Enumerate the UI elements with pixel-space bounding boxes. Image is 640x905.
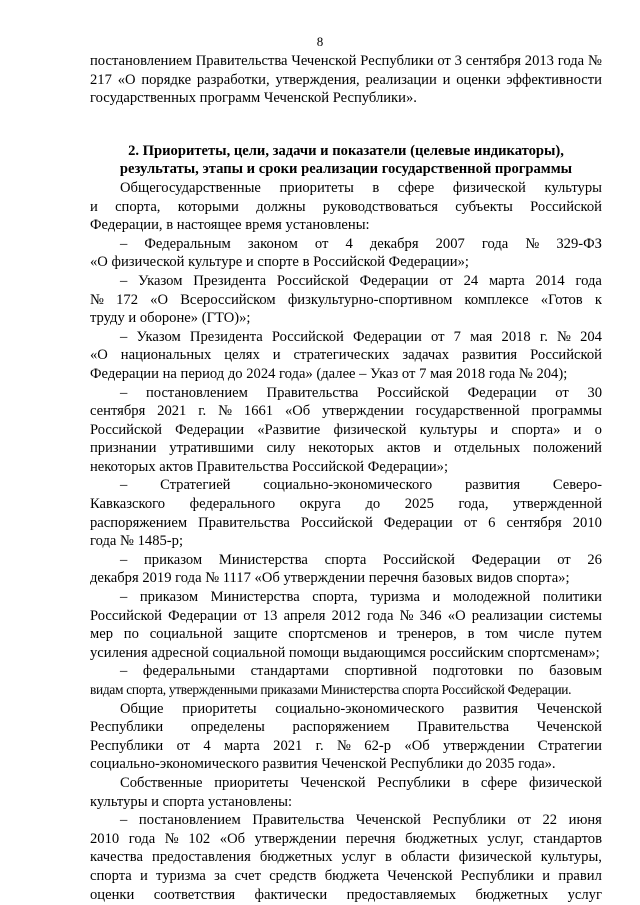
text-line: распоряжением Правительства Российской Федерации от 6 сентября 2010 <box>90 514 602 531</box>
text-line: года № 1485-р; <box>90 533 184 550</box>
text-line: мер по социальной защите спортсменов и тренеров, в том числе путем <box>90 626 602 643</box>
text-line <box>90 108 602 142</box>
text-line: Российской Федерации «Развитие физической культуры и спорта» и о <box>90 421 602 438</box>
text-line: Кавказского федерального округа до 2025 года, утвержденной <box>90 496 602 513</box>
text-line: – приказом Министерства спорта, туризма и молодежной политики <box>120 589 602 606</box>
text-line: постановлением Правительства Чеченской Республики от 3 сентября 2013 года № <box>90 53 602 69</box>
text-line: социально-экономического развития Чеченской Республики до 2035 года». <box>90 756 556 773</box>
text-line: признании утратившими силу некоторых актов и отдельных положений <box>90 440 602 457</box>
text-line: сентября 2021 г. № 1661 «Об утверждении государственной программы <box>90 403 602 420</box>
text-line: качества предоставления бюджетных услуг в области физической культуры, <box>90 849 602 866</box>
text-line: Общие приоритеты социально-экономического развития Чеченской <box>120 700 602 717</box>
section-heading-line: результаты, этапы и сроки реализации государственной программы <box>119 161 573 178</box>
text-line: – Федеральным законом от 4 декабря 2007 года № 329-ФЗ <box>120 235 602 252</box>
text-line: – приказом Министерства спорта Российской Федерации от 26 <box>120 551 602 568</box>
text-line: труду и обороне» (ГТО)»; <box>90 310 251 327</box>
text-line: государственных программ Чеченской Республики». <box>90 90 417 107</box>
text-line: Республики от 4 марта 2021 г. № 62-р «Об утверждении Стратегии <box>90 737 602 754</box>
text-line: № 172 «О Всероссийском физкультурно-спортивном комплексе «Готов к <box>90 291 602 308</box>
page-number: 8 <box>316 34 324 49</box>
text-line: оценки соответствия фактически предоставляемых бюджетных услуг <box>90 886 602 903</box>
text-line: – Указом Президента Российской Федерации от 7 мая 2018 г. № 204 <box>120 328 602 345</box>
text-line: – постановлением Правительства Российской Федерации от 30 <box>120 384 602 401</box>
text-line: декабря 2019 года № 1117 «Об утверждении перечня базовых видов спорта»; <box>90 570 570 587</box>
text-line: Республики определены распоряжением Правительства Чеченской <box>90 719 602 736</box>
text-line: Федерации, в настоящее время установлены: <box>90 217 370 234</box>
text-line: Российской Федерации от 13 апреля 2012 года № 346 «О реализации системы <box>90 607 602 624</box>
text-line: «О национальных целях и стратегических задачах развития Российской <box>90 347 602 364</box>
text-line: спорта и туризма за счет средств бюджета Чеченской Республики и правил <box>90 867 602 884</box>
text-line: и спорта, которыми должны руководствоваться субъекты Российской <box>90 198 602 215</box>
text-line: – Стратегией социально-экономического развития Северо- <box>120 477 602 494</box>
text-line: 2010 года № 102 «Об утверждении перечня бюджетных услуг, стандартов <box>90 830 602 847</box>
text-line: усиления адресной социальной помощи выдающимся российским спортсменам»; <box>90 644 600 661</box>
text-line: Федерации на период до 2024 года» (далее – Указ от 7 мая 2018 года № 204); <box>90 365 568 382</box>
text-line: – федеральными стандартами спортивной подготовки по базовым <box>120 663 602 680</box>
section-heading-line: 2. Приоритеты, цели, задачи и показатели (целевые индикаторы), <box>128 142 564 159</box>
document-body <box>90 52 602 904</box>
text-line: – Указом Президента Российской Федерации от 24 марта 2014 года <box>120 272 602 289</box>
text-line: Собственные приоритеты Чеченской Республики в сфере физической <box>120 774 602 791</box>
text-line: некоторых актов Правительства Российской Федерации»; <box>90 458 448 475</box>
text-line: Общегосударственные приоритеты в сфере физической культуры <box>120 179 602 196</box>
text-line: культуры и спорта установлены: <box>90 793 293 810</box>
text-line: – постановлением Правительства Чеченской Республики от 22 июня <box>120 812 602 829</box>
text-line: 217 «О порядке разработки, утверждения, реализации и оценки эффективности <box>90 71 602 88</box>
text-line: видам спорта, утвержденными приказами Министерства спорта Российской Федерации. <box>90 682 572 697</box>
text-line: «О физической культуре и спорте в Российской Федерации»; <box>90 254 469 271</box>
